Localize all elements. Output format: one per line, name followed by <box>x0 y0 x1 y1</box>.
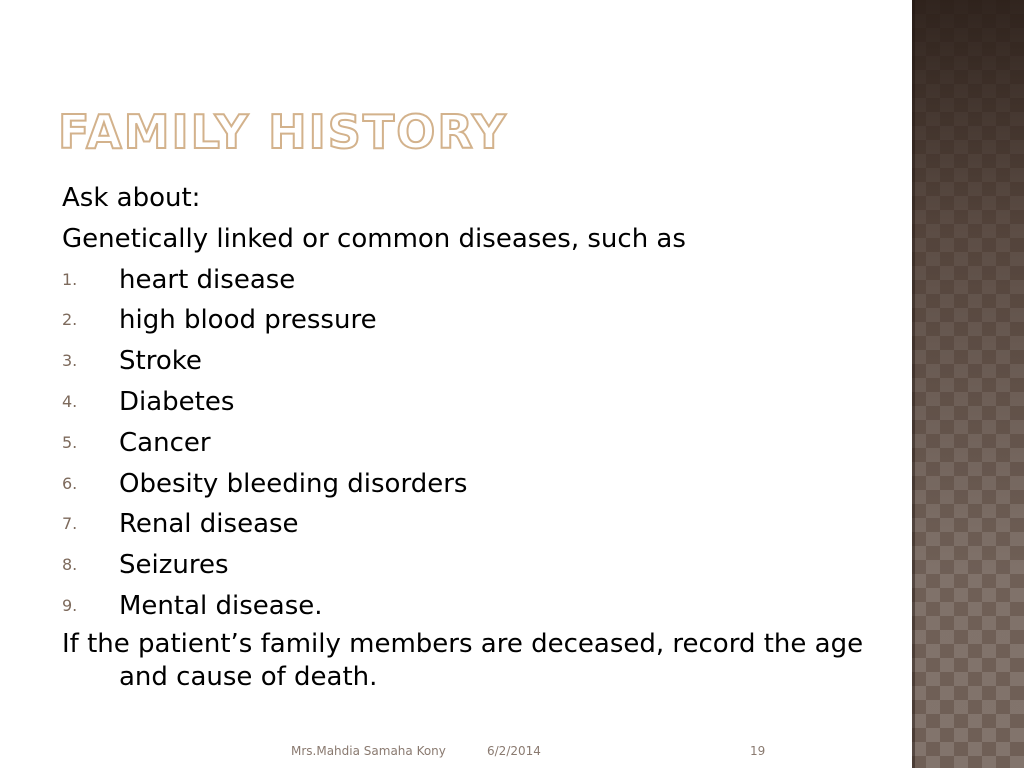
closing-instruction: If the patient’s family members are deceased, record the age and cause of death. <box>62 628 864 692</box>
list-item <box>62 464 882 505</box>
list-item <box>62 423 882 464</box>
list-number: 1. <box>62 269 78 289</box>
footer-author: Mrs.Mahdia Samaha Kony <box>291 744 446 758</box>
list-number: 7. <box>62 514 78 534</box>
list-item-text: Mental disease. <box>119 590 323 621</box>
list-item-text: Renal disease <box>119 509 299 540</box>
disease-list <box>62 260 882 627</box>
list-number: 4. <box>62 391 78 411</box>
list-item-text: high blood pressure <box>119 305 377 336</box>
list-number: 5. <box>62 432 78 452</box>
list-item <box>62 545 882 586</box>
list-number: 2. <box>62 310 78 330</box>
decorative-side-panel <box>912 0 1024 768</box>
list-item-text: Cancer <box>119 427 211 458</box>
list-number: 3. <box>62 351 78 371</box>
list-item-text: heart disease <box>119 264 296 295</box>
footer-date: 6/2/2014 <box>487 744 541 758</box>
list-number: 6. <box>62 473 78 493</box>
list-item-text: Seizures <box>119 550 229 581</box>
list-item <box>62 586 882 627</box>
slide-body <box>62 178 882 694</box>
list-item <box>62 504 882 545</box>
list-item-text: Diabetes <box>119 386 235 417</box>
slide-title: FAMILY HISTORY <box>58 105 508 159</box>
footer-page-number: 19 <box>750 744 766 758</box>
intro-line-ask: Ask about: <box>62 183 201 213</box>
list-item-text: Obesity bleeding disorders <box>119 468 468 499</box>
list-item-text: Stroke <box>119 346 202 377</box>
list-item <box>62 260 882 301</box>
list-item <box>62 382 882 423</box>
list-item <box>62 300 882 341</box>
list-number: 8. <box>62 555 78 575</box>
intro-line-diseases: Genetically linked or common diseases, such as <box>62 223 686 254</box>
list-number: 9. <box>62 595 78 615</box>
list-item <box>62 341 882 382</box>
